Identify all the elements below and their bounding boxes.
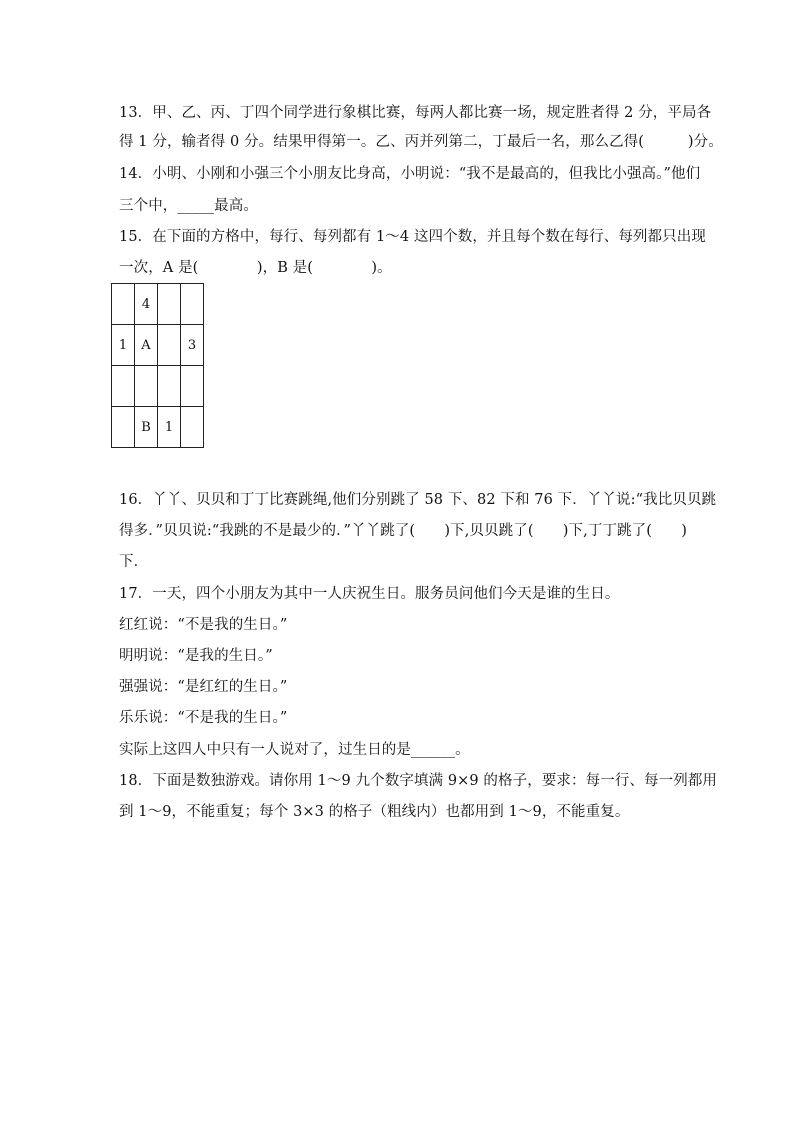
grid-cell (112, 284, 135, 325)
question-17-line-6: 实际上这四人中只有一人说对了，过生日的是______。 (119, 742, 470, 758)
grid-cell (181, 284, 204, 325)
question-15-line-1: 15．在下面的方格中，每行、每列都有 1～4 这四个数，并且每个数在每行、每列都只出现 (119, 229, 706, 245)
grid-row (112, 284, 204, 325)
grid-cell: 3 (181, 325, 204, 366)
question-16-line-3: 下． (119, 554, 149, 570)
question-14-line-2: 三个中，_____最高。 (119, 198, 258, 214)
grid-row (112, 366, 204, 407)
question-16-line-2: 得多．”贝贝说:“我跳的不是最少的．”丫丫跳了( )下,贝贝跳了( )下,丁丁跳了( ) (119, 523, 687, 539)
grid-cell: A (135, 325, 158, 366)
grid-cell: 1 (158, 407, 181, 448)
grid-cell (112, 407, 135, 448)
grid-cell (181, 366, 204, 407)
question-16-line-1: 16．丫丫、贝贝和丁丁比赛跳绳,他们分别跳了 58 下、82 下和 76 下．丫丫说:“我比贝贝跳 (119, 492, 717, 508)
grid-cell (158, 325, 181, 366)
grid-cell (181, 407, 204, 448)
grid-cell: 4 (135, 284, 158, 325)
question-14-line-1: 14．小明、小刚和小强三个小朋友比身高，小明说：“我不是最高的，但我比小强高。”他们 (119, 166, 701, 182)
grid-cell (158, 366, 181, 407)
grid-cell: 1 (112, 325, 135, 366)
question-13-line-2: 得 1 分，输者得 0 分。结果甲得第一。乙、丙并列第二，丁最后一名，那么乙得( )分。 (119, 134, 723, 150)
grid-cell (158, 284, 181, 325)
question-18-line-1: 18．下面是数独游戏。请你用 1～9 九个数字填满 9×9 的格子，要求：每一行、每一列都用 (119, 773, 718, 789)
question-17-line-5: 乐乐说：“不是我的生日。” (119, 710, 288, 726)
grid-row (112, 407, 204, 448)
question-18-line-2: 到 1～9，不能重复；每个 3×3 的格子（粗线内）也都用到 1～9，不能重复。 (119, 804, 630, 820)
question-17-line-3: 明明说：“是我的生日。” (119, 648, 273, 664)
question-13-line-1: 13．甲、乙、丙、丁四个同学进行象棋比赛，每两人都比赛一场，规定胜者得 2 分，平局各 (119, 105, 712, 121)
grid-cell: B (135, 407, 158, 448)
number-grid-4x4 (111, 283, 204, 448)
grid-row (112, 325, 204, 366)
grid-cell (135, 366, 158, 407)
question-15-line-2: 一次，A 是( )，B 是( )。 (119, 260, 392, 276)
question-17-line-4: 强强说：“是红红的生日。” (119, 679, 288, 695)
question-17-line-1: 17．一天，四个小朋友为其中一人庆祝生日。服务员问他们今天是谁的生日。 (119, 586, 620, 602)
question-17-line-2: 红红说：“不是我的生日。” (119, 617, 288, 633)
grid-cell (112, 366, 135, 407)
